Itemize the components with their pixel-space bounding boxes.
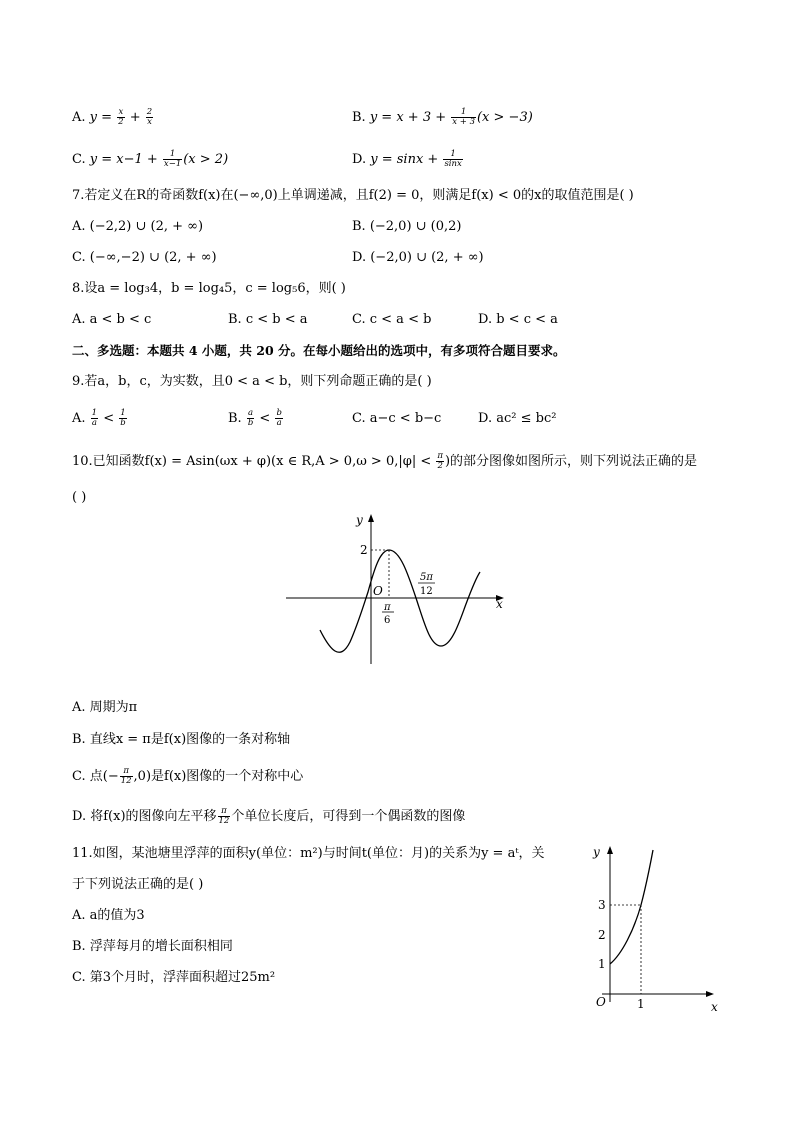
q7-option-c: C. (−∞,−2) ∪ (2, + ∞)	[72, 250, 217, 265]
y-axis-arrow	[368, 514, 374, 522]
q8-stem: 8.设a = log₃4，b = log₄5，c = log₅6，则( )	[72, 281, 346, 296]
tick-label-1x: 1	[637, 997, 645, 1011]
q6-option-c	[72, 150, 228, 169]
q10-option-b: B. 直线x = π是f(x)图像的一条对称轴	[72, 732, 291, 747]
twelve-label: 12	[420, 586, 433, 597]
fraction: $\frac{\pi}{12}$	[218, 806, 230, 826]
q11-stem-cont: 于下列说法正确的是( )	[72, 877, 204, 892]
option-letter: A.	[72, 411, 90, 426]
fraction: $\frac{1}{a}$	[91, 408, 98, 428]
math-text: y = sinx +	[370, 152, 443, 167]
fraction: $\frac{1}{x-1}$	[163, 149, 182, 169]
q9-option-c: C. a−c < b−c	[352, 411, 442, 426]
exponential-curve	[610, 850, 653, 964]
y-axis-label: y	[356, 513, 363, 527]
q11-option-b: B. 浮萍每月的增长面积相同	[72, 939, 233, 954]
math-text: <	[255, 411, 275, 426]
stem-text: 10.已知函数f(x) = Asin(ωx + φ)(x ∈ R,A > 0,ω > 0,|φ| <	[72, 454, 436, 469]
sine-curve	[320, 550, 480, 652]
fraction: $\frac{\pi}{12}$	[120, 766, 132, 786]
fraction: $\frac{2}{x}$	[146, 107, 153, 127]
option-letter: A.	[72, 110, 90, 125]
x-axis-arrow	[706, 991, 714, 997]
q8-option-d: D. b < c < a	[478, 312, 558, 327]
q10-option-c	[72, 767, 303, 786]
q8-option-b: B. c < b < a	[228, 312, 308, 327]
y-axis-arrow	[607, 846, 613, 854]
q11-stem: 11.如图，某池塘里浮萍的面积y(单位：m²)与时间t(单位：月)的关系为y = aᵗ，关	[72, 846, 545, 861]
q8-option-a: A. a < b < c	[72, 312, 152, 327]
q6-option-d	[352, 150, 464, 169]
q10-stem	[72, 452, 697, 471]
q8-option-c: C. c < a < b	[352, 312, 432, 327]
option-text: C. 点(−	[72, 769, 119, 784]
math-text: +	[125, 110, 145, 125]
q9-stem: 9.若a，b，c，为实数，且0 < a < b，则下列命题正确的是( )	[72, 374, 432, 389]
math-text: y = x + 3 +	[369, 110, 451, 125]
math-text: y =	[89, 110, 117, 125]
tick-label-3: 3	[598, 898, 606, 912]
fraction: $\frac{1}{b}$	[120, 408, 126, 428]
x-axis-label: x	[496, 597, 503, 611]
q7-option-b: B. (−2,0) ∪ (0,2)	[352, 219, 462, 234]
q7-stem: 7.若定义在R的奇函数f(x)在(−∞,0)上单调递减，且f(2) = 0，则满足f(x) < 0的x的取值范围是( )	[72, 188, 634, 203]
five-pi-label: 5π	[420, 572, 433, 583]
fraction: $\frac{1}{x + 3}$	[452, 107, 475, 127]
option-text: 个单位长度后，可得到一个偶函数的图像	[231, 809, 466, 824]
q6-option-a	[72, 108, 154, 127]
math-text: y = x−1 +	[89, 152, 162, 167]
section-heading: 二、多选题：本题共 4 小题，共 20 分。在每小题给出的选项中，有多项符合题目要求。	[72, 343, 566, 358]
q7-option-a: A. (−2,2) ∪ (2, + ∞)	[72, 219, 204, 234]
math-text: (x > 2)	[183, 152, 229, 167]
q10-option-d	[72, 807, 465, 826]
option-letter: B.	[228, 411, 246, 426]
q11-option-a: A. a的值为3	[72, 908, 145, 923]
math-text: (x > −3)	[476, 110, 533, 125]
q9-option-a	[72, 409, 128, 428]
x-axis-label: x	[711, 1000, 718, 1014]
q7-option-d: D. (−2,0) ∪ (2, + ∞)	[352, 250, 484, 265]
math-text: <	[99, 411, 119, 426]
pi-label: π	[384, 602, 391, 613]
fraction: $\frac{1}{\sin x}$	[444, 149, 462, 169]
option-letter: C.	[72, 152, 90, 167]
q9-option-d: D. ac² ≤ bc²	[478, 411, 557, 426]
max-label: 2	[360, 543, 368, 557]
tick-label-1y: 1	[598, 957, 606, 971]
fraction: $\frac{b}{a}$	[276, 408, 282, 428]
q11-option-c: C. 第3个月时，浮萍面积超过25m²	[72, 970, 276, 985]
q9-option-b	[228, 409, 284, 428]
origin-label: O	[373, 584, 383, 598]
sine-graph	[284, 512, 514, 672]
fraction: $\frac{x}{2}$	[118, 107, 124, 127]
fraction: $\frac{a}{b}$	[247, 408, 254, 428]
stem-text: )的部分图像如图所示，则下列说法正确的是	[444, 454, 698, 469]
option-letter: B.	[352, 110, 370, 125]
y-axis-label: y	[593, 845, 600, 859]
fraction: $\frac{\pi}{2}$	[437, 451, 443, 471]
q10-stem-cont: ( )	[72, 490, 87, 505]
option-letter: D.	[352, 152, 371, 167]
option-text: D. 将f(x)的图像向左平移	[72, 809, 217, 824]
exponential-graph	[588, 842, 728, 1017]
tick-label-2: 2	[598, 928, 606, 942]
q6-option-b	[352, 108, 533, 127]
option-text: ,0)是f(x)图像的一个对称中心	[133, 769, 304, 784]
origin-label: O	[596, 995, 606, 1009]
six-label: 6	[384, 615, 391, 626]
q10-option-a: A. 周期为π	[72, 700, 138, 715]
